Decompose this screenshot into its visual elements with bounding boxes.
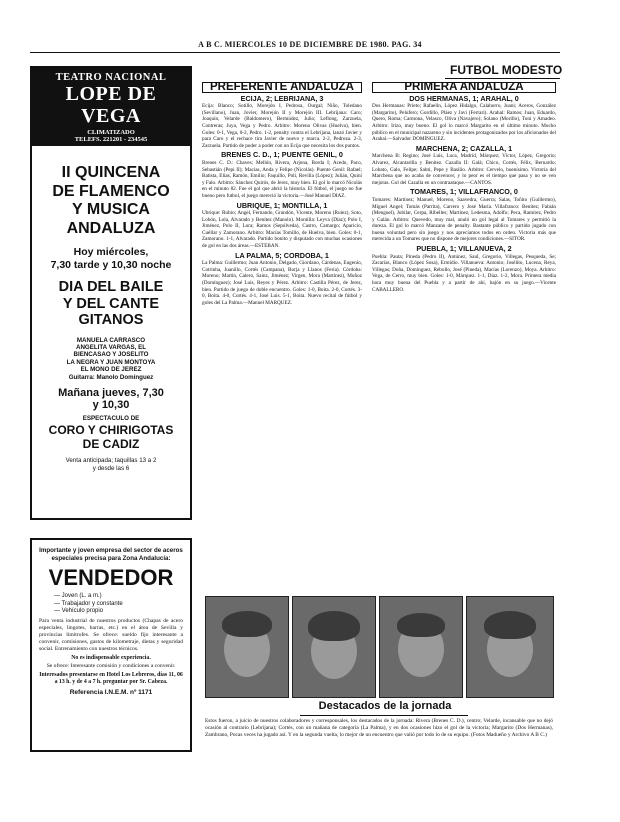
match-result: MARCHENA, 2; CAZALLA, 1 bbox=[415, 143, 513, 153]
match-report: Ecija: Blanco; Sotillo, Morejón I, Pedrosa, Ourgal; Niño, Toledano (Sevillano), Juan, Jovier, Morejón II y Morejón III. Lebrijana: Caro; Joaquín, Velarde (Baldomero), Bermúdez, Julio; Leflong, Zarzuela, Contreras; Juya, Vega y Pedro. Arbitro: Moreno Olivas (Huelva), bien. Goles: 0-1, Vega, 0-2, Pedro. 1-2, penalty contra el Lebrijana, lanzó Javier y para Caro y el rechace tira Javier de nuevo y marca. 2-2, Pedroza. 2-3, Zarzuela. Partido de poder a poder con un Ecija que necesita los dos puntos. bbox=[202, 103, 362, 149]
job-ad-ref: Referencia I.N.E.M. nº 1171 bbox=[69, 688, 153, 696]
job-ad-note2: Se ofrece: Interesante comisión y condiciones a convenir. bbox=[46, 662, 176, 669]
tickets-line: y desde las 6 bbox=[92, 464, 130, 472]
match-report: Brenes C. D.: Chaves; Mellón, Rivera, Arjona, Borda I; Acedo, Paco, Sebastián (Pepi II); Macías, Anda y Felipe (Nicolás). Puente Genil: Rafael; Batista, Elías, Ramón, Emilio; Faquillo, Poli, Revilla (López); Julián, Quini y Falo. Arbitro: Sánchez Quirós, de Jerez, muy bien. El gol lo marcó Nicolás en el minuto 82. Fue el gol que abrió la historia. El fútbol, el juego no fue bueno pero futbol, el juego mereció la victoria.—José Manuel DIAZ. bbox=[202, 159, 362, 199]
match-result: LA PALMA, 5; CORDOBA, 1 bbox=[235, 250, 329, 260]
theatre-title bbox=[32, 164, 190, 238]
match-result: UBRIQUE, 1; MONTILLA, 1 bbox=[236, 200, 328, 210]
match-result: DOS HERMANAS, 1; ARAHAL, 0 bbox=[409, 93, 519, 103]
feature-title: Destacados de la jornada bbox=[318, 700, 452, 712]
match-report: Dos Hermanas: Prieto; Rafaelín, López Hidalgo, Calahorro, Juani; Aceros, González (Margarito), Pelufero; Gordillo, Pláez y Javi (Ferrari). Arahal: Ramos; Juan, Eduardo, Quero, Roma; Carmona, Velasco, Oliva (Navajero); Solano (Morillo), Toni y Amadeo. Arbitro: Irizo, muy bueno. El gol lo marcó Margarito en el último minuto. Mucho público en el municipal nazareno y sin incidentes protagonizados por los aficionados del Arahal.—Salvador DOMINGUEZ. bbox=[372, 103, 556, 143]
theatre-show-line: GITANOS bbox=[78, 312, 144, 328]
special-show-line: CORO Y CHIRIGOTAS bbox=[48, 423, 174, 438]
theatre-ad bbox=[30, 66, 192, 520]
job-req-line: — Trabajador y constante bbox=[54, 600, 123, 607]
artist-line: ANGELITA VARGAS, EL bbox=[75, 343, 146, 351]
theatre-title-line: II QUINCENA bbox=[61, 164, 161, 181]
theatre-name-line1: TEATRO NACIONAL bbox=[55, 72, 167, 83]
tomorrow-line: Mañana jueves, 7,30 bbox=[58, 386, 164, 399]
theatre-special: ESPECTACULO DE bbox=[82, 414, 140, 422]
theatre-tickets bbox=[32, 457, 190, 472]
artist-line: MANUELA CARRASCO bbox=[76, 336, 146, 344]
theatre-schedule-line: 7,30 tarde y 10,30 noche bbox=[50, 258, 172, 271]
job-ad-body: Para venta industrial de nuestros productos (Chapas de acero especiales, lingotes, barras, etc.) en el área de Sevilla y provincias limítrofes. Se ofrece: sueldo fijo interesante a convenir, comisiones, gastos de kilometraje, dietas y seguridad social. Entrenamiento con nuestros técnicos. bbox=[39, 618, 183, 653]
theatre-artists bbox=[32, 337, 190, 381]
match-report: Tomares: Martínez; Manuel, Moreno, Saavedra, Guerra; Salas, Toñito (Guillermo), Miguel Angel; Tomás (Parrita), Carrero y José María. Villafranco: Benítez; Fabián (Menguel), Jubilar, Cerpa, Ribelles; Martínez, Ledesma, Adolfo; Peca, Ramírez, Pedro y Galán. Arbitro: Quevedo, muy mal, anuló un gol legal al Tomares y permitió la dureza. El gol lo marcó Manzano de penalty. Bastante público y partido jugado con buena voluntad pero sin juego y nos apreciamos todos en orden. Victoria más que merecida a un Tomares que no dispone de mejores condiciones.—SITOR. bbox=[372, 196, 556, 243]
job-ad-intro: Importante y joven empresa del sector de aceros especiales precisa para Zona Andalucía: bbox=[39, 547, 183, 562]
preferente-title: PREFERENTE ANDALUZA bbox=[202, 82, 362, 93]
tickets-line: Venta anticipada; taquillas 13 a 2 bbox=[65, 457, 157, 465]
job-req-line: — Vehículo propio bbox=[54, 608, 104, 614]
theatre-climate: CLIMATIZADO bbox=[87, 129, 135, 136]
feature-title-rule bbox=[300, 715, 468, 716]
job-ad-title: VENDEDOR bbox=[48, 565, 174, 591]
theatre-tomorrow bbox=[32, 387, 190, 412]
theatre-title-line: Y MUSICA bbox=[72, 201, 150, 218]
match-report: Marchena B: Regino; José Luis, Luca, Madrid, Márquez; Víctor, López, Gregorio; Alvarez, Alcantarilla y Benítez. Cazalla II: Galá; Chico, Cortés, Félix, Bernardo; Lobato, Galo, Felipe; Sahti, Pepe y Basilio. Arbitro: Cervelo, buenísimo. Victoria del Marchena que no acaba de convencer, y lo peor es el tiempo que pasa y no se ven mejoras. Gol del Cazalla en un contraataque.—CANTOS. bbox=[372, 153, 556, 186]
theatre-title-line: ANDALUZA bbox=[66, 219, 156, 237]
tomorrow-line: y 10,30 bbox=[92, 399, 130, 412]
player-photo bbox=[379, 596, 463, 698]
theatre-show-line: DIA DEL BAILE bbox=[58, 279, 164, 295]
preferente-column bbox=[202, 82, 362, 582]
match-result: ECIJA, 2; LEBRIJANA, 3 bbox=[240, 93, 324, 103]
player-photo bbox=[205, 596, 289, 698]
match-result: PUEBLA, 1; VILLANUEVA, 2 bbox=[416, 244, 512, 254]
primera-column bbox=[372, 82, 556, 582]
guitar-line: Guitarra: Manolo Domínguez bbox=[68, 373, 154, 381]
theatre-show-line: Y DEL CANTE bbox=[62, 295, 160, 312]
page-header: A B C. MIERCOLES 10 DE DICIEMBRE DE 1980. PAG. 34 bbox=[198, 40, 422, 49]
job-req-line: — Joven (L. a m.) bbox=[54, 593, 102, 600]
section-tag: FUTBOL MODESTO bbox=[450, 63, 563, 77]
theatre-show bbox=[32, 279, 190, 329]
player-photo bbox=[292, 596, 376, 698]
theatre-phones: TELEFS. 221201 - 234545 bbox=[74, 136, 148, 143]
match-result: TOMARES, 1; VILLAFRANCO, 0 bbox=[410, 187, 518, 197]
theatre-ad-header bbox=[32, 68, 190, 146]
artist-line: EL MONO DE JEREZ bbox=[80, 366, 142, 374]
job-ad-contact: Interesados presentarse en Hotel Los Lebreros, días 11, 06 a 13 h. y de 4 a 7 h. preguntar por Sr. Cabeza. bbox=[39, 671, 183, 685]
artist-line: LA NEGRA Y JUAN MONTOYA bbox=[66, 358, 156, 366]
theatre-title-line: DE FLAMENCO bbox=[52, 182, 170, 200]
primera-title: PRIMERA ANDALUZA bbox=[372, 82, 556, 93]
artist-line: BIENCASAO Y JOSELITO bbox=[73, 351, 149, 359]
theatre-name-line2: LOPE DE VEGA bbox=[65, 83, 157, 127]
player-photo bbox=[466, 596, 554, 698]
match-report: Ubrique: Rubio; Angel, Fernando, Grandón, Vicente, Moreno (Ruíez), Soto, Lobón, Lola, Alvarado y Benítez (Manolo). Montilla: Leyva (Díaz); Polo I, Jiménez, Polo II, Lora; Ramos (Sepúlveda), Castro, Camargo; Aparicio, Cuéllar y Zamorano. Arbitro: Macías Tomillo, de Huelva, bien. Goles: 0-1, Zamorano. 1-1, Alvarado. Partido bonito y disputado con muchas ocasiones de gol en las dos áreas.—ESTEBAN. bbox=[202, 210, 362, 250]
job-ad-reqs bbox=[32, 593, 190, 615]
theatre-special-show bbox=[32, 424, 190, 451]
theatre-schedule bbox=[32, 246, 190, 271]
match-report: Puebla: Pauta; Pineda (Pedro II), Antúnez, Saul, Gregorio, Villegas, Pesqueda, Se; Zacarías, Blanco (López Sosa), Ermidio. Villanueva: Antonio; Josélito, Lucena, Reya, Villegas; Doña, Domínguez, Rebollo, José (Pineda), Macías (Lorenzo), Moya. Arbitro: Vega, de Cerro, muy bien. Goles: 1-0, Márquez. 1-1, Díaz. 1-2, Mora. Primera media hora muy buena del Puebla y a partir de ahí, bajón en su juego.—Vicente CABALLERO. bbox=[372, 253, 556, 293]
job-ad bbox=[30, 538, 192, 752]
special-show-line: DE CADIZ bbox=[82, 436, 140, 451]
section-rule bbox=[445, 78, 560, 79]
feature-caption: Estos fueron, a juicio de nuestros colaboradores y corresponsales, los destacados de la jornada: Rivera (Brenes C. D.), centro; Velarde, incansable que no dejó ocasión al contrario (Lebrijana); Cortés, con un mañana de categoría (La Palma), y en dos ocasiones hizo el gol de la victoria; Margarito (Dos Hermanas), Zambrano, Pocas veces ha jugado así. Y en la segunda vuelta, lo mejor de un encuentro que valió por todo lo de su equipo. (Fotos Madueño y Archivo A B C.) bbox=[205, 718, 553, 738]
match-result: BRENES C. D., 1; PUENTE GENIL, 0 bbox=[221, 150, 343, 160]
header-rule bbox=[30, 52, 560, 53]
job-ad-note: No es indispensable experiencia. bbox=[71, 654, 151, 661]
theatre-schedule-line: Hoy miércoles, bbox=[73, 246, 149, 258]
match-report: La Palma: Guillermo; Juan Antonio, Delgado, Giordano, Cárdenas, Eugenio, Cotrinha, Juanillo, Cortés (Campana), Borja y Llanos (Feria). Córdoba: Moreno; Martín, Calero, Sainz, Jiménez; Virgen, Mora (Martínez), Muñoz (Domínguez); José Luis, Reyes y Pérez. Arbitro: Castilla Pérez, de Jerez, bien. Partido de juego de doble encuentro. Goles: 1-0, Boita. 2-0, Cortés. 3-0, Boita. 4-0, Cortés. 4-1, José Luis. 5-1, Boita. Nuevo recital de fútbol y goles del La Palma.—Manuel MARQUEZ. bbox=[202, 260, 362, 306]
